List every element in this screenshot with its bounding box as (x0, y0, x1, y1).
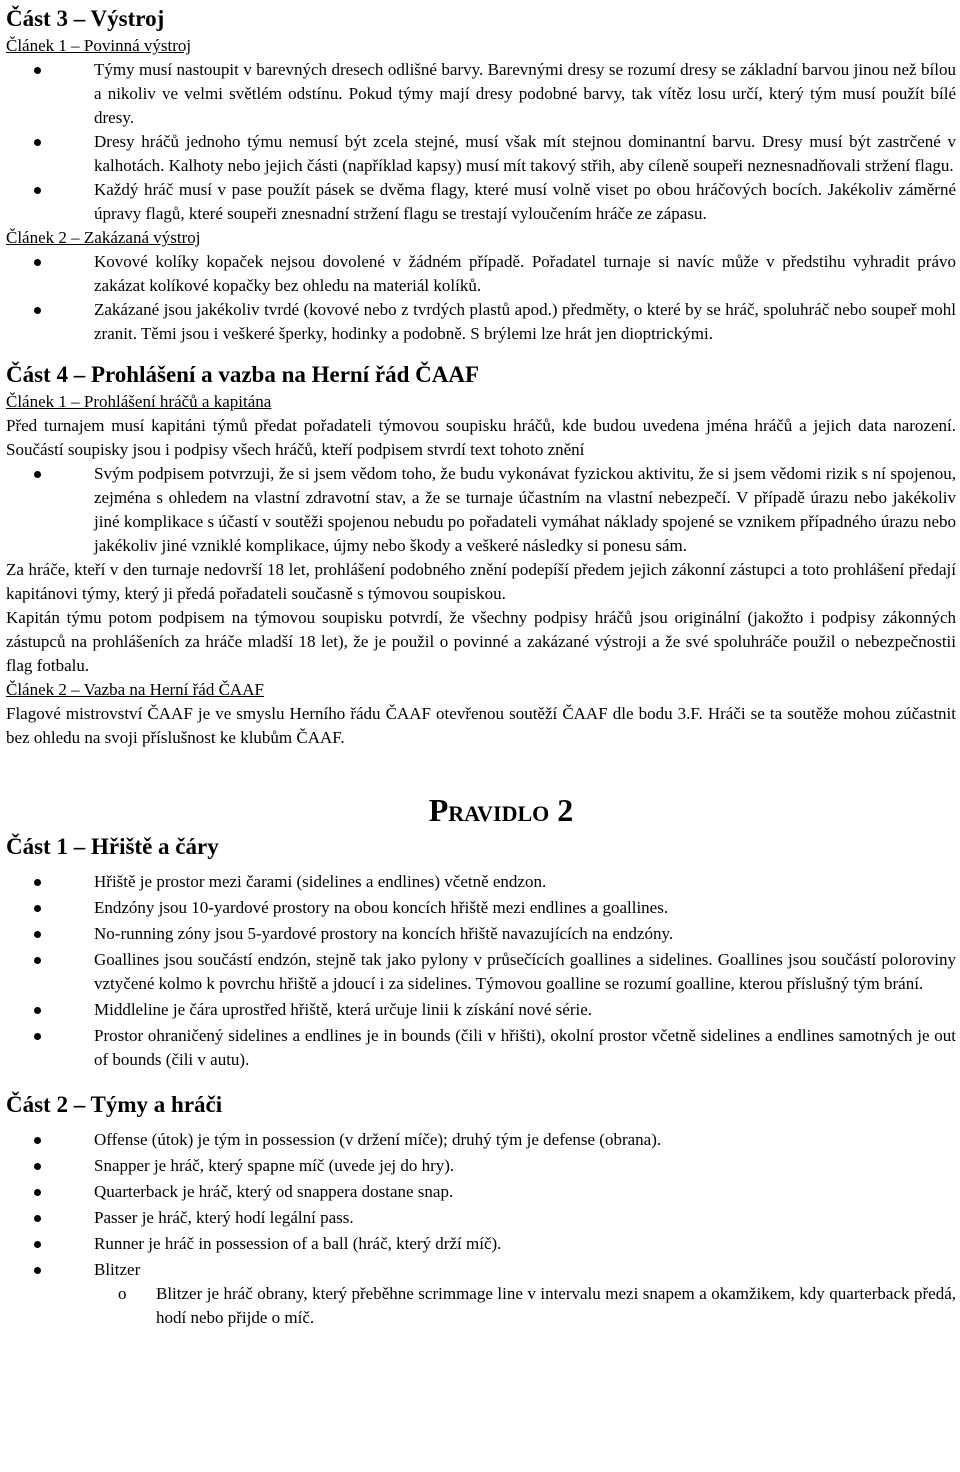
sub-list-item: o Blitzer je hráč obrany, který přeběhne scrimmage line v intervalu mezi snapem a okamžikem, kdy quarterback předá, hodí nebo přijde o míč. (156, 1282, 956, 1330)
part4-article1-captain: Kapitán týmu potom podpisem na týmovou soupisku potvrdí, že všechny podpisy hráčů jsou originální (jakožto i podpisy zákonných zástupců na prohlášeních za hráče mladší 18 let), že je použil o povinné a zakázané výstroji a že své spoluhráče použil o nebezpečnostii flag fotbalu. (6, 608, 956, 675)
part3-article1-list (6, 58, 956, 226)
list-item: Dresy hráčů jednoho týmu nemusí být zcela stejné, musí však mít stejnou dominantní barvu. Dresy musí být zastrčené v kalhotách. Kalhoty nebo jejich části (například kapsy) musí mít takový střih, aby cíleně soupeři neznesnadňovali stržení flagu. (94, 130, 956, 178)
list-item: Goallines jsou součástí endzón, stejně tak jako pylony v průsečících goallines a sidelines. Goallines jsou součástí poloroviny vztyčené kolmo k povrchu hřiště a jdoucí i za sidelines. Týmovou goalline se rozumí goalline, kterou příslušný tým brání. (94, 948, 956, 996)
rule2-part2-heading: Část 2 – Týmy a hráči (6, 1092, 223, 1117)
blitzer-sublist (94, 1282, 956, 1330)
list-item: Kovové kolíky kopaček nejsou dovolené v žádném případě. Pořadatel turnaje si navíc může v předstihu vyhradit právo zakázat kolíkové kopačky bez ohledu na materiál kolíků. (94, 250, 956, 298)
rule2-part2-list (6, 1128, 956, 1330)
list-item: Snapper je hráč, který spapne míč (uvede jej do hry). (94, 1154, 956, 1178)
list-item: Každý hráč musí v pase použít pásek se dvěma flagy, které musí volně viset po obou hráčových bocích. Jakékoliv záměrné úpravy flagů, které soupeři znesnadní stržení flagu se trestají vyloučením hráče ze zápasu. (94, 178, 956, 226)
part4-article2-heading: Článek 2 – Vazba na Herní řád ČAAF (6, 680, 264, 699)
list-item: Middleline je čára uprostřed hřiště, která určuje linii k získání nové série. (94, 998, 956, 1022)
list-item: Quarterback je hráč, který od snappera dostane snap. (94, 1180, 956, 1204)
part4-article1-list (6, 462, 956, 558)
list-item (94, 1258, 956, 1330)
part4-heading: Část 4 – Prohlášení a vazba na Herní řád ČAAF (6, 362, 479, 387)
list-item: Endzóny jsou 10-yardové prostory na obou koncích hřiště mezi endlines a goallines. (94, 896, 956, 920)
part4-article1-heading: Článek 1 – Prohlášení hráčů a kapitána (6, 392, 272, 411)
part4-article2-text: Flagové mistrovství ČAAF je ve smyslu Herního řádu ČAAF otevřenou soutěží ČAAF dle bodu 3.F. Hráči se ta soutěže mohou zúčastnit bez ohledu na svoji příslušnost ke klubům ČAAF. (6, 704, 956, 747)
list-item: Runner je hráč in possession of a ball (hráč, který drží míč). (94, 1232, 956, 1256)
rule2-part1-heading: Část 1 – Hřiště a čáry (6, 834, 219, 859)
list-item-label: Blitzer (94, 1260, 141, 1279)
list-item: Offense (útok) je tým in possession (v držení míče); druhý tým je defense (obrana). (94, 1128, 956, 1152)
list-item: Hřiště je prostor mezi čarami (sidelines a endlines) včetně endzon. (94, 870, 956, 894)
part4-article1-minors: Za hráče, kteří v den turnaje nedovrší 18 let, prohlášení podobného znění podepíší předem jejich zákonní zástupci a toto prohlášení předají kapitánovi týmy, který ji předá pořadateli současně s týmovou soupiskou. (6, 560, 956, 603)
list-item: Svým podpisem potvrzuji, že si jsem vědom toho, že budu vykonávat fyzickou aktivitu, že si jsem vědomi rizik s ní spojenou, zejména s ohledem na vlastní zdravotní stav, a že se turnaje účastním na vlastní nebezpečí. V případě úrazu nebo jakékoliv jiné komplikace s účastí v soutěži spojenou nebudu po pořadateli vymáhat náklady spojené se vznikem případného úrazu nebo jakékoliv jiné vzniklé komplikace, újmy nebo škody a veškeré následky si ponesu sám. (94, 462, 956, 558)
list-item: Prostor ohraničený sidelines a endlines je in bounds (čili v hřišti), okolní prostor včetně sidelines a endlines samotných je out of bounds (čili v autu). (94, 1024, 956, 1072)
list-item: No-running zóny jsou 5-yardové prostory na koncích hřiště navazujících na endzóny. (94, 922, 956, 946)
list-item: Passer je hráč, který hodí legální pass. (94, 1206, 956, 1230)
list-item: Zakázané jsou jakékoliv tvrdé (kovové nebo z tvrdých plastů apod.) předměty, o které by se hráč, spoluhráč nebo soupeř mohl zranit. Těmi jsou i veškeré šperky, hodinky a podobně. S brýlemi lze hrát jen dioptrickými. (94, 298, 956, 346)
list-item: Týmy musí nastoupit v barevných dresech odlišné barvy. Barevnými dresy se rozumí dresy se základní barvou jinou než bílou a nikoliv ve velmi světlém odstínu. Pokud týmy mají dresy podobné barvy, tak vítěz losu určí, který tým musí použít bílé dresy. (94, 58, 956, 130)
part4-article1-intro: Před turnajem musí kapitáni týmů předat pořadateli týmovou soupisku hráčů, kde budou uvedena jména hráčů a jejich data narození. Součástí soupisky jsou i podpisy všech hráčů, kteří podpisem stvrdí text tohoto znění (6, 416, 956, 459)
part3-article2-heading: Článek 2 – Zakázaná výstroj (6, 228, 201, 247)
part3-heading: Část 3 – Výstroj (6, 6, 165, 31)
rule2-part1-list (6, 870, 956, 1072)
rule2-title: Pravidlo 2 (428, 792, 574, 828)
part3-article2-list (6, 250, 956, 346)
part3-article1-heading: Článek 1 – Povinná výstroj (6, 36, 192, 55)
document-page (6, 4, 956, 1332)
